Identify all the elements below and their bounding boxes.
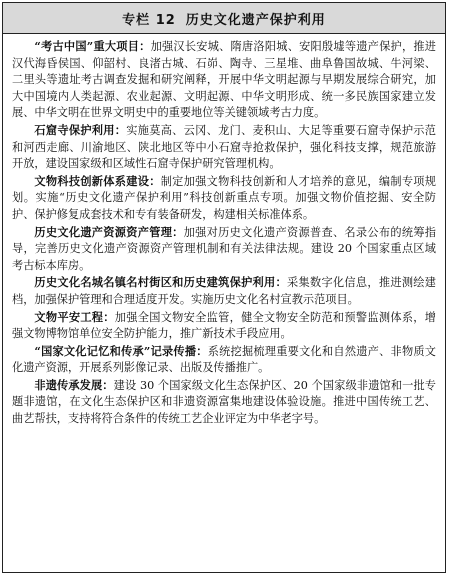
paragraph-head: 石窟寺保护利用： — [34, 122, 127, 137]
paragraph-head: “国家文化记忆和传承”记录传播： — [34, 343, 208, 358]
paragraph-head: “考古中国”重大项目： — [34, 39, 151, 53]
paragraph-asset-management — [12, 224, 436, 275]
paragraph-body: 加强汉长安城、隋唐洛阳城、安阳殷墟等遗产保护，推进汉代海昏侯国、仰韶村、良渚古城、石峁、陶寺、三星堆、曲阜鲁国故城、牛河梁、二里头等遗址考古调查发掘和研究阐释，开展中华文明起源与早期发展综合研究，加大中国境内人类起源、农业起源、文明起源、中华文明形成、统一多民族国家建立发展、中华文明在世界文明史中的重要地位等关键领域考古力度。 — [12, 40, 436, 120]
paragraph-head: 历史文化遗产资源资产管理： — [34, 224, 184, 239]
column-title-bar — [3, 3, 445, 34]
column-label: 专栏 12 — [122, 12, 176, 28]
column-box — [2, 2, 446, 573]
paragraph-body: 加强对历史文化遗产资源普查、名录公布的统筹指导，完善历史文化遗产资源资产管理机制和有关法律法规。建设 20 个国家重点区域考古标本库房。 — [12, 225, 436, 272]
paragraph-body: 采集数字化信息，推进测绘建档，加强保护管理和合理适度开发。实施历史文化名村宣教示范项目。 — [12, 276, 436, 306]
paragraph-grottoes — [12, 122, 436, 173]
paragraph-tech-innovation — [12, 173, 436, 224]
paragraph-body: 制定加强文物科技创新和人才培养的意见，编制专项规划。实施“历史文化遗产保护利用”科技创新重点专项。加强文物价值挖掘、安全防护、保护修复成套技术和专有装备研发，构建相关标准体系。 — [12, 174, 436, 221]
paragraph-body: 实施莫高、云冈、龙门、麦积山、大足等重要石窟寺保护示范和河西走廊、川渝地区、陕北地区等中小石窟寺抢救保护，强化科技支撑，规范旅游开放，建设国家级和区域性石窟寺保护研究管理机构。 — [12, 123, 436, 171]
paragraph-historic-cities — [12, 274, 436, 308]
paragraph-head: 非遗传承发展： — [34, 377, 114, 392]
column-content — [3, 34, 445, 428]
column-title: 历史文化遗产保护利用 — [185, 12, 326, 28]
paragraph-body: 加强全国文物安全监管，健全文物安全防范和预警监测体系，增强文物博物馆单位安全防护能力，推广新技术手段应用。 — [12, 310, 436, 341]
paragraph-cultural-memory — [12, 343, 436, 377]
paragraph-head: 文物科技创新体系建设： — [34, 173, 161, 188]
paragraph-relic-safety — [12, 309, 436, 343]
paragraph-body: 建设 30 个国家级文化生态保护区、20 个国家级非遗馆和一批专题非遗馆，在文化生态保护区和非遗资源富集地建设体验设施。推进中国传统工艺、曲艺帮扶，支持将符合条件的传统工艺企业评定为中华老字号。 — [12, 378, 436, 426]
paragraph-body: 系统挖掘梳理重要文化和自然遗产、非物质文化遗产资源，开展系列影像记录、出版及传播推广。 — [12, 344, 436, 375]
paragraph-archaeology — [12, 38, 436, 122]
paragraph-head: 历史文化名城名镇名村街区和历史建筑保护利用： — [34, 275, 287, 290]
paragraph-intangible-heritage — [12, 377, 436, 428]
paragraph-head: 文物平安工程： — [34, 309, 115, 324]
